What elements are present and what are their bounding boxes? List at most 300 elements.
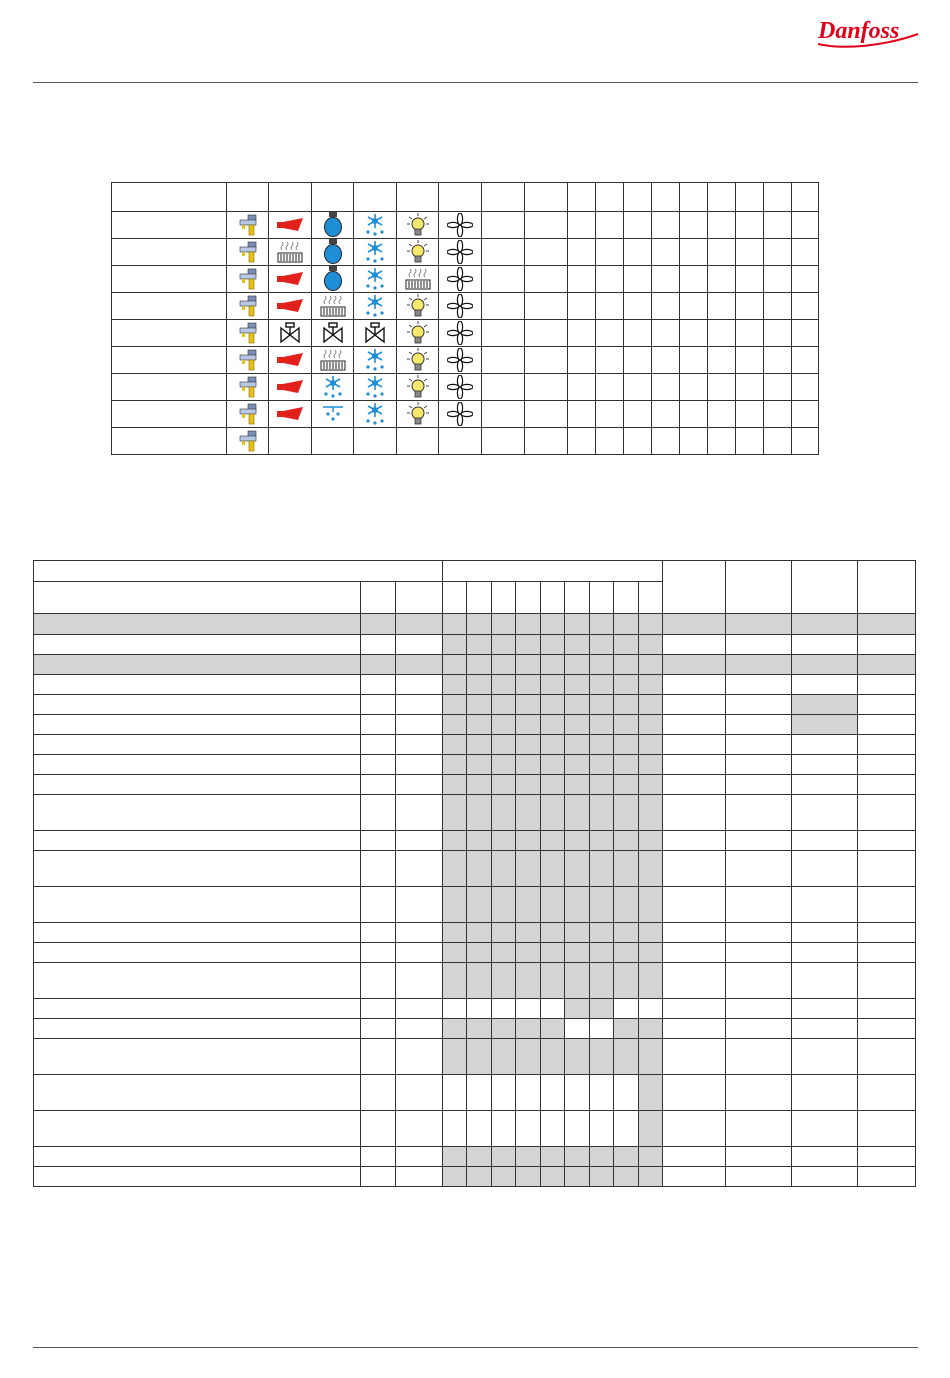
- param-cell: [361, 1167, 396, 1187]
- param-cell: [516, 1147, 541, 1167]
- param-cell: [492, 1039, 516, 1075]
- param-cell: [396, 635, 443, 655]
- param-cell: [639, 755, 663, 775]
- fan-icon: [439, 321, 481, 345]
- config-cell: [354, 374, 397, 401]
- light-bulb-icon: [397, 402, 438, 426]
- param-cell: [541, 943, 565, 963]
- param-cell: [361, 675, 396, 695]
- param-cell: [361, 614, 396, 635]
- param-cell: [34, 851, 361, 887]
- config-cell: [680, 347, 708, 374]
- config-cell: [708, 239, 736, 266]
- config-cell: [269, 401, 312, 428]
- config-cell: [482, 212, 525, 239]
- config-cell: [596, 293, 624, 320]
- param-cell: [541, 614, 565, 635]
- compressor-icon: [312, 266, 353, 292]
- config-cell: [525, 320, 568, 347]
- param-cell: [614, 923, 639, 943]
- param-cell: [858, 923, 916, 943]
- param-cell: [492, 887, 516, 923]
- param-cell: [516, 999, 541, 1019]
- config-cell: [269, 183, 312, 212]
- param-cell: [663, 715, 726, 735]
- sensor-icon: [227, 241, 268, 263]
- param-cell: [516, 1039, 541, 1075]
- config-cell: [227, 239, 269, 266]
- param-cell: [792, 831, 858, 851]
- param-header-cell: [492, 582, 516, 614]
- config-cell: [568, 374, 596, 401]
- param-cell: [541, 1075, 565, 1111]
- sensor-icon: [227, 376, 268, 398]
- param-cell: [639, 635, 663, 655]
- config-cell: [568, 183, 596, 212]
- param-cell: [663, 735, 726, 755]
- param-cell: [396, 614, 443, 635]
- config-cell: [624, 212, 652, 239]
- config-cell: [482, 347, 525, 374]
- config-cell: [736, 212, 764, 239]
- param-cell: [396, 831, 443, 851]
- param-header-cell: [361, 582, 396, 614]
- param-header-cell: [516, 582, 541, 614]
- config-label-cell: [112, 320, 227, 347]
- param-cell: [614, 655, 639, 675]
- param-cell: [361, 775, 396, 795]
- config-row: [112, 401, 819, 428]
- config-cell: [680, 239, 708, 266]
- param-cell: [565, 1075, 590, 1111]
- param-cell: [467, 831, 492, 851]
- param-cell: [663, 887, 726, 923]
- config-cell: [439, 239, 482, 266]
- header-rule: [33, 82, 918, 83]
- param-cell: [726, 887, 792, 923]
- param-cell: [541, 1111, 565, 1147]
- param-cell: [726, 1147, 792, 1167]
- param-cell: [396, 755, 443, 775]
- param-cell: [467, 735, 492, 755]
- config-cell: [482, 239, 525, 266]
- config-cell: [764, 183, 792, 212]
- param-cell: [590, 851, 614, 887]
- config-cell: [764, 428, 792, 455]
- param-cell: [34, 923, 361, 943]
- config-cell: [568, 212, 596, 239]
- light-bulb-icon: [397, 321, 438, 345]
- param-cell: [443, 614, 467, 635]
- config-cell: [525, 293, 568, 320]
- param-header-cell: [565, 582, 590, 614]
- param-cell: [663, 614, 726, 635]
- sensor-icon: [227, 214, 268, 236]
- param-header-row: [34, 561, 916, 582]
- param-cell: [792, 675, 858, 695]
- param-cell: [541, 831, 565, 851]
- param-cell: [565, 655, 590, 675]
- light-bulb-icon: [397, 348, 438, 372]
- param-cell: [614, 1111, 639, 1147]
- param-row: [34, 755, 916, 775]
- param-cell: [639, 851, 663, 887]
- config-cell: [624, 183, 652, 212]
- param-cell: [443, 775, 467, 795]
- light-bulb-icon: [397, 240, 438, 264]
- param-cell: [492, 735, 516, 755]
- config-cell: [624, 266, 652, 293]
- config-cell: [680, 212, 708, 239]
- param-cell: [516, 887, 541, 923]
- param-cell: [614, 887, 639, 923]
- param-cell: [467, 655, 492, 675]
- heater-icon: [312, 349, 353, 371]
- config-cell: [764, 347, 792, 374]
- param-cell: [614, 943, 639, 963]
- param-cell: [663, 1111, 726, 1147]
- param-cell: [541, 887, 565, 923]
- config-cell: [652, 239, 680, 266]
- config-label-cell: [112, 347, 227, 374]
- param-cell: [792, 635, 858, 655]
- param-cell: [614, 775, 639, 795]
- defrost-icon: [354, 213, 396, 237]
- param-cell: [361, 655, 396, 675]
- param-cell: [396, 999, 443, 1019]
- defrost-icon: [354, 348, 396, 372]
- param-section-row: [34, 614, 916, 635]
- param-cell: [492, 923, 516, 943]
- param-cell: [516, 755, 541, 775]
- fan-icon: [439, 213, 481, 237]
- configuration-table: [111, 182, 819, 455]
- config-cell: [312, 183, 354, 212]
- param-cell: [639, 943, 663, 963]
- config-cell: [269, 374, 312, 401]
- param-cell: [590, 735, 614, 755]
- config-cell: [227, 266, 269, 293]
- param-cell: [467, 675, 492, 695]
- param-cell: [639, 1111, 663, 1147]
- param-cell: [443, 755, 467, 775]
- param-cell: [590, 1111, 614, 1147]
- param-cell: [726, 795, 792, 831]
- param-cell: [492, 1111, 516, 1147]
- sensor-icon: [227, 430, 268, 452]
- param-cell: [396, 851, 443, 887]
- param-cell: [541, 1019, 565, 1039]
- logo-text: Danfoss: [818, 18, 900, 44]
- param-cell: [34, 963, 361, 999]
- config-cell: [624, 428, 652, 455]
- config-cell: [439, 428, 482, 455]
- param-cell: [516, 963, 541, 999]
- param-row: [34, 1075, 916, 1111]
- config-cell: [596, 428, 624, 455]
- config-cell: [708, 401, 736, 428]
- param-cell: [443, 1039, 467, 1075]
- config-cell: [596, 320, 624, 347]
- param-cell: [467, 851, 492, 887]
- param-cell: [590, 715, 614, 735]
- param-cell: [396, 715, 443, 735]
- param-cell: [516, 695, 541, 715]
- param-cell: [396, 735, 443, 755]
- param-cell: [565, 943, 590, 963]
- param-cell: [639, 614, 663, 635]
- param-cell: [858, 675, 916, 695]
- param-cell: [34, 1039, 361, 1075]
- param-cell: [639, 963, 663, 999]
- alarm-horn-icon: [269, 353, 311, 367]
- param-cell: [34, 831, 361, 851]
- param-header-cell: [639, 582, 663, 614]
- param-cell: [34, 715, 361, 735]
- config-cell: [354, 320, 397, 347]
- config-cell: [652, 212, 680, 239]
- param-cell: [565, 831, 590, 851]
- config-cell: [792, 266, 819, 293]
- param-cell: [541, 963, 565, 999]
- param-cell: [614, 1019, 639, 1039]
- config-cell: [525, 347, 568, 374]
- param-cell: [541, 655, 565, 675]
- param-cell: [639, 999, 663, 1019]
- param-cell: [858, 1147, 916, 1167]
- alarm-horn-icon: [269, 299, 311, 313]
- param-cell: [858, 735, 916, 755]
- param-cell: [726, 675, 792, 695]
- param-header-cell: [443, 582, 467, 614]
- light-bulb-icon: [397, 375, 438, 399]
- config-cell: [354, 293, 397, 320]
- param-cell: [361, 1147, 396, 1167]
- config-cell: [354, 266, 397, 293]
- param-row: [34, 1039, 916, 1075]
- config-cell: [764, 293, 792, 320]
- config-row: [112, 374, 819, 401]
- config-cell: [680, 401, 708, 428]
- param-cell: [396, 1075, 443, 1111]
- param-cell: [361, 1039, 396, 1075]
- param-cell: [492, 851, 516, 887]
- param-cell: [396, 923, 443, 943]
- config-cell: [397, 320, 439, 347]
- param-cell: [590, 1019, 614, 1039]
- param-cell: [858, 1167, 916, 1187]
- param-cell: [565, 715, 590, 735]
- config-cell: [354, 239, 397, 266]
- param-cell: [396, 775, 443, 795]
- alarm-horn-icon: [269, 380, 311, 394]
- param-row: [34, 695, 916, 715]
- param-cell: [34, 943, 361, 963]
- param-header-cell: [467, 582, 492, 614]
- config-cell: [397, 374, 439, 401]
- param-cell: [639, 1147, 663, 1167]
- param-cell: [467, 1075, 492, 1111]
- param-cell: [516, 735, 541, 755]
- param-cell: [361, 887, 396, 923]
- param-cell: [34, 755, 361, 775]
- param-cell: [590, 923, 614, 943]
- defrost-icon: [354, 402, 396, 426]
- param-row: [34, 715, 916, 735]
- config-label-cell: [112, 401, 227, 428]
- config-cell: [764, 401, 792, 428]
- param-cell: [443, 675, 467, 695]
- param-cell: [396, 1039, 443, 1075]
- param-row: [34, 963, 916, 999]
- param-cell: [726, 943, 792, 963]
- param-cell: [792, 851, 858, 887]
- param-cell: [590, 655, 614, 675]
- config-cell: [708, 374, 736, 401]
- config-row: [112, 320, 819, 347]
- config-cell: [736, 374, 764, 401]
- param-cell: [361, 831, 396, 851]
- param-cell: [565, 614, 590, 635]
- param-cell: [726, 1167, 792, 1187]
- defrost-icon: [312, 375, 353, 399]
- param-row: [34, 1111, 916, 1147]
- param-cell: [858, 635, 916, 655]
- config-cell: [652, 183, 680, 212]
- config-cell: [596, 347, 624, 374]
- param-cell: [726, 614, 792, 635]
- param-cell: [443, 887, 467, 923]
- alarm-horn-icon: [269, 218, 311, 232]
- param-cell: [614, 695, 639, 715]
- param-cell: [663, 1039, 726, 1075]
- param-cell: [792, 1019, 858, 1039]
- param-cell: [34, 675, 361, 695]
- param-cell: [639, 923, 663, 943]
- light-bulb-icon: [397, 213, 438, 237]
- param-cell: [492, 1019, 516, 1039]
- param-cell: [614, 1167, 639, 1187]
- sensor-icon: [227, 322, 268, 344]
- param-cell: [516, 655, 541, 675]
- valve-icon: [312, 322, 353, 344]
- config-cell: [792, 374, 819, 401]
- param-row: [34, 923, 916, 943]
- config-cell: [354, 401, 397, 428]
- param-cell: [663, 795, 726, 831]
- config-cell: [525, 266, 568, 293]
- param-cell: [590, 831, 614, 851]
- sensor-icon: [227, 268, 268, 290]
- config-cell: [439, 347, 482, 374]
- config-cell: [680, 183, 708, 212]
- param-cell: [443, 635, 467, 655]
- param-cell: [726, 695, 792, 715]
- param-cell: [663, 851, 726, 887]
- config-cell: [624, 401, 652, 428]
- param-cell: [34, 1019, 361, 1039]
- config-cell: [568, 347, 596, 374]
- param-row: [34, 1019, 916, 1039]
- sensor-icon: [227, 295, 268, 317]
- param-row: [34, 675, 916, 695]
- fan-icon: [439, 267, 481, 291]
- param-cell: [541, 755, 565, 775]
- param-cell: [614, 1147, 639, 1167]
- valve-icon: [354, 322, 396, 344]
- defrost-icon: [354, 375, 396, 399]
- param-cell: [516, 614, 541, 635]
- param-cell: [590, 775, 614, 795]
- danfoss-logo: [814, 10, 922, 50]
- param-cell: [443, 1075, 467, 1111]
- compressor-icon: [312, 239, 353, 265]
- param-cell: [34, 775, 361, 795]
- param-cell: [792, 795, 858, 831]
- config-cell: [439, 374, 482, 401]
- param-cell: [792, 715, 858, 735]
- config-cell: [397, 401, 439, 428]
- config-cell: [525, 401, 568, 428]
- config-cell: [354, 212, 397, 239]
- param-cell: [639, 735, 663, 755]
- config-cell: [227, 374, 269, 401]
- param-cell: [726, 851, 792, 887]
- param-cell: [361, 735, 396, 755]
- param-cell: [492, 715, 516, 735]
- param-cell: [541, 675, 565, 695]
- config-cell: [596, 266, 624, 293]
- param-cell: [467, 775, 492, 795]
- config-cell: [269, 320, 312, 347]
- config-label-cell: [112, 239, 227, 266]
- config-cell: [764, 374, 792, 401]
- param-cell: [792, 735, 858, 755]
- param-cell: [565, 795, 590, 831]
- param-cell: [663, 999, 726, 1019]
- param-cell: [467, 795, 492, 831]
- param-cell: [396, 795, 443, 831]
- param-cell: [467, 1147, 492, 1167]
- heater-icon: [312, 295, 353, 317]
- param-cell: [726, 963, 792, 999]
- param-cell: [467, 943, 492, 963]
- config-cell: [652, 347, 680, 374]
- param-cell: [396, 1019, 443, 1039]
- compressor-icon: [312, 212, 353, 238]
- param-cell: [639, 775, 663, 795]
- param-cell: [614, 795, 639, 831]
- config-cell: [764, 320, 792, 347]
- param-header-cell: [541, 582, 565, 614]
- param-cell: [663, 1019, 726, 1039]
- config-cell: [736, 293, 764, 320]
- param-cell: [726, 831, 792, 851]
- param-cell: [565, 1111, 590, 1147]
- config-cell: [525, 374, 568, 401]
- config-cell: [736, 428, 764, 455]
- param-cell: [639, 887, 663, 923]
- param-row: [34, 1167, 916, 1187]
- param-cell: [565, 851, 590, 887]
- param-header-cell: [34, 561, 443, 582]
- config-cell: [624, 347, 652, 374]
- param-row: [34, 1147, 916, 1167]
- defrost-icon: [354, 240, 396, 264]
- config-cell: [792, 183, 819, 212]
- param-cell: [492, 775, 516, 795]
- config-cell: [792, 320, 819, 347]
